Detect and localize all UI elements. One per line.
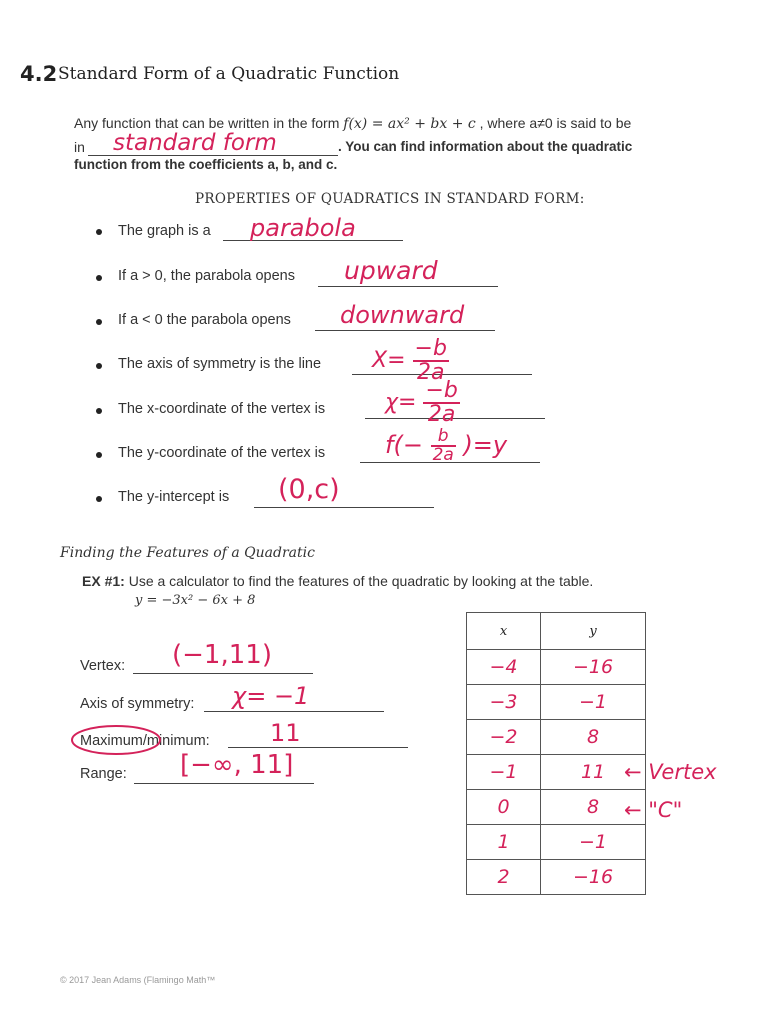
table-row [467,860,646,895]
table-header-x: x [467,613,541,650]
example-equation: y = −3x² − 6x + 8 [135,593,256,608]
yvertex-fraction [431,428,456,464]
intro-text-end: , where a≠0 is said to be [479,115,632,131]
intro-formula: f(x) = ax² + bx + c [343,116,476,132]
yvertex-answer-prefix: f(− [385,431,423,459]
property-label-4: The axis of symmetry is the line [118,356,322,372]
copyright: © 2017 Jean Adams (Flamingo Math™ [60,975,216,985]
example-line [82,573,593,589]
range-label: Range: [80,766,127,782]
maximum-circle [70,724,162,756]
property-answer-2: upward [344,256,438,285]
yvertex-denominator: 2a [432,445,454,465]
property-label-7: The y-intercept is [118,489,230,505]
property-label-5: The x-coordinate of the vertex is [118,401,326,417]
table-cell-x: −3 [467,685,541,720]
table-row [467,825,646,860]
table-cell-y: −1 [541,825,646,860]
yvertex-answer-suffix: )=y [463,431,508,459]
table-cell-y: −16 [541,860,646,895]
xy-table [466,612,646,895]
vertex-answer: (−1,11) [172,640,272,670]
xvertex-answer-prefix: χ= [385,390,417,415]
table-cell-y: −1 [541,685,646,720]
axis-numerator: −b [414,336,447,361]
property-blank-7 [254,507,434,508]
axis-label: Axis of symmetry: [80,696,195,712]
axis-answer: χ= −1 [232,682,310,710]
table-cell-x: 2 [467,860,541,895]
intro-line-3-bold: function from the coefficients a, b, and c. [74,157,338,172]
property-answer-5 [385,380,460,426]
standard-form-answer: standard form [113,130,277,156]
property-answer-6 [385,428,507,464]
properties-heading: PROPERTIES OF QUADRATICS IN STANDARD FORM: [195,191,585,207]
table-header-row [467,613,646,650]
vertex-note: ← Vertex [624,760,717,784]
range-answer: [−∞, 11] [180,750,294,780]
table-cell-x: −4 [467,650,541,685]
xvertex-fraction [423,380,459,426]
range-blank [134,783,314,784]
example-label: EX #1: [82,573,125,589]
table-row [467,790,646,825]
table-row [467,755,646,790]
axis-denominator: 2a [416,360,445,385]
property-answer-1: parabola [250,214,356,242]
table-cell-x: 0 [467,790,541,825]
property-label-3: If a < 0 the parabola opens [118,312,291,328]
property-answer-3: downward [340,301,465,329]
property-answer-7: (0,c) [278,474,340,505]
bullet-1 [96,229,102,235]
maxmin-answer: 11 [270,719,301,747]
table-header-y: y [541,613,646,650]
minimum-label: minimum: [146,733,210,749]
finding-heading: Finding the Features of a Quadratic [60,545,315,561]
page-title: Standard Form of a Quadratic Function [58,64,400,84]
intro-text-start: Any function that can be written in the form [74,115,344,131]
table-row [467,685,646,720]
table-cell-y: 11 [541,755,646,790]
intro-line-2-prefix: in [74,139,85,155]
table-row [467,720,646,755]
example-text: Use a calculator to find the features of the quadratic by looking at the table. [128,573,594,589]
bullet-5 [96,408,102,414]
maximum-label: Maximum/ [80,733,147,749]
intro-line-2-bold: . You can find information about the quadratic [338,139,633,154]
bullet-6 [96,452,102,458]
axis-answer-prefix: X= [372,348,406,373]
bullet-2 [96,275,102,281]
yvertex-numerator: b [431,428,456,447]
table-cell-y: −16 [541,650,646,685]
vertex-label: Vertex: [80,658,126,674]
c-note: ← "C" [624,798,683,822]
property-label-6: The y-coordinate of the vertex is [118,445,326,461]
vertex-blank [133,673,313,674]
bullet-4 [96,363,102,369]
property-label-2: If a > 0, the parabola opens [118,268,295,284]
table-row [467,650,646,685]
property-label-1: The graph is a [118,223,211,239]
axis-blank [204,711,384,712]
table-cell-y: 8 [541,720,646,755]
maxmin-blank [228,747,408,748]
table-cell-x: −2 [467,720,541,755]
xvertex-denominator: 2a [427,402,456,427]
table-cell-y: 8 [541,790,646,825]
bullet-7 [96,496,102,502]
property-blank-3 [315,330,495,331]
bullet-3 [96,319,102,325]
property-blank-2 [318,286,498,287]
section-number: 4.2 [20,62,58,86]
xvertex-numerator: −b [425,378,458,403]
table-cell-x: 1 [467,825,541,860]
table-cell-x: −1 [467,755,541,790]
